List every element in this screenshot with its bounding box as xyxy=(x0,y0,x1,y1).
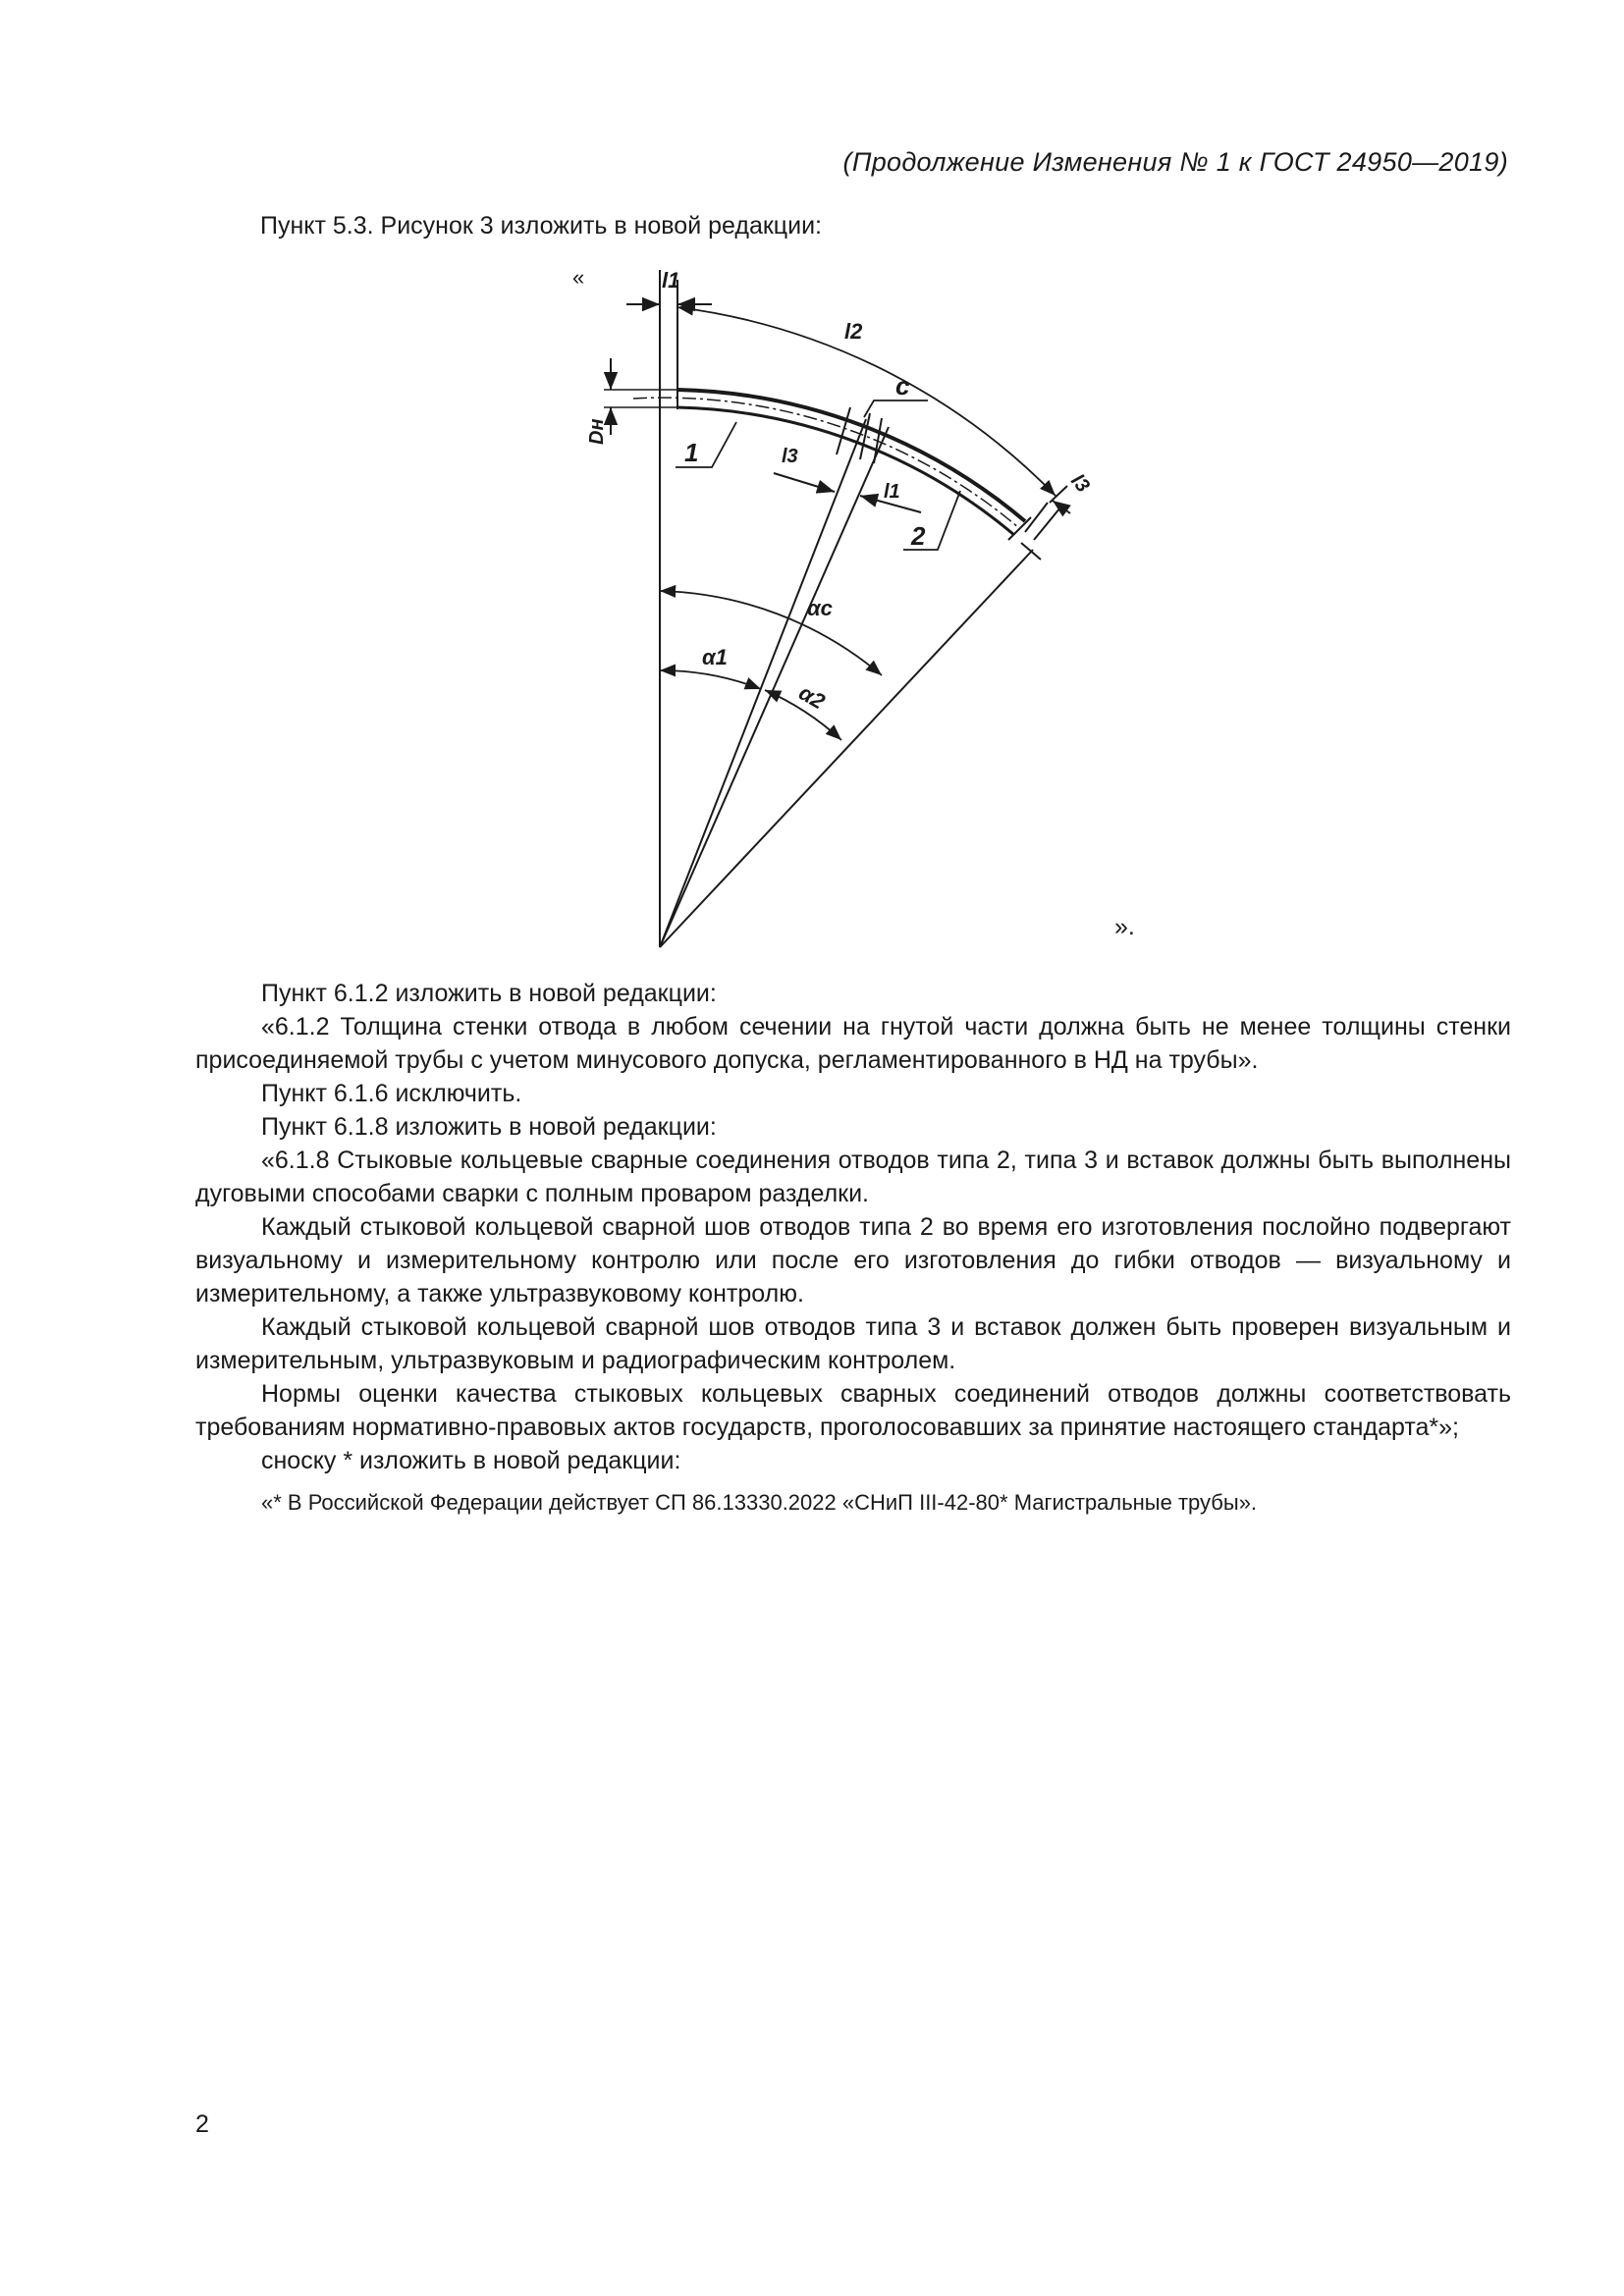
seam-line-c xyxy=(874,418,882,463)
paragraph: «6.1.2 Толщина стенки отвода в любом сечении на гнутой части должна быть не менее толщины стенки присоединяемой трубы с учетом минусового допуска, регламентированного в НД на трубы». xyxy=(195,1013,1511,1074)
figure-quote-open: « xyxy=(572,265,585,290)
pipe-bend-diagram xyxy=(550,260,1159,967)
label-part2: 2 xyxy=(911,521,926,551)
ext-line-right-2 xyxy=(1034,507,1060,540)
label-l3-right: l3 xyxy=(1066,470,1094,497)
l3-right-dim xyxy=(1053,501,1070,513)
paragraph: Нормы оценки качества стыковых кольцевых сварных соединений отводов должны соответствовать требованиям нормативно-правовых актов государств, проголосовавших за принятие настоящего стандарта*»; xyxy=(195,1380,1511,1441)
document-header: (Продолжение Изменения № 1 к ГОСТ 24950—2019) xyxy=(842,147,1508,177)
figure-quote-close: ». xyxy=(1114,913,1135,940)
paragraph: сноску * изложить в новой редакции: xyxy=(261,1447,681,1474)
paragraph: Пункт 6.1.8 изложить в новой редакции: xyxy=(261,1113,717,1141)
label-alpha-2: α2 xyxy=(794,679,830,715)
seam-line-a xyxy=(837,407,850,454)
label-part1: 1 xyxy=(684,438,699,467)
radial-line-3 xyxy=(660,550,1033,947)
paragraph: Пункт 6.1.2 изложить в новой редакции: xyxy=(261,980,717,1007)
radial-line-1 xyxy=(660,419,866,947)
label-alpha-c: αc xyxy=(807,596,833,620)
paragraph: Пункт 6.1.6 исключить. xyxy=(261,1080,522,1107)
body-text xyxy=(195,977,1511,1519)
l3-right-dim-2 xyxy=(1050,486,1067,503)
intro-paragraph: Пункт 5.3. Рисунок 3 изложить в новой редакции: xyxy=(260,212,822,240)
paragraph: Каждый стыковой кольцевой сварной шов отводов типа 2 во время его изготовления послойно подвергают визуальному и измерительному контролю или после его изготовления до гибки отводов — визуальному и измерительному, а также ультразвуковому контролю. xyxy=(195,1213,1511,1308)
label-c: c xyxy=(895,371,910,400)
page-number: 2 xyxy=(195,2110,209,2138)
l3-mid-leader xyxy=(774,473,835,492)
paragraph: «6.1.8 Стыковые кольцевые сварные соединения отводов типа 2, типа 3 и вставок должны быть выполнены дуговыми способами сварки с полным проваром разделки. xyxy=(195,1147,1511,1207)
ext-line-right-3 xyxy=(1021,543,1041,560)
label-alpha-1: α1 xyxy=(702,645,728,669)
label-l1-mid: l1 xyxy=(884,481,900,503)
label-l2: l2 xyxy=(844,319,863,344)
label-dn: Dн xyxy=(586,418,608,445)
label-l1-top: l1 xyxy=(662,268,680,293)
label-l3-mid: l3 xyxy=(782,446,798,467)
paragraph: Каждый стыковой кольцевой сварной шов отводов типа 3 и вставок должен быть проверен визуальным и измерительным, ультразвуковым и радиографическим контролем. xyxy=(195,1313,1511,1374)
footnote: «* В Российской Федерации действует СП 86.13330.2022 «СНиП III-42-80* Магистральные трубы». xyxy=(261,1490,1258,1515)
alpha-1-arc xyxy=(660,670,761,689)
c-leader xyxy=(864,400,928,417)
radial-line-2 xyxy=(660,427,889,947)
